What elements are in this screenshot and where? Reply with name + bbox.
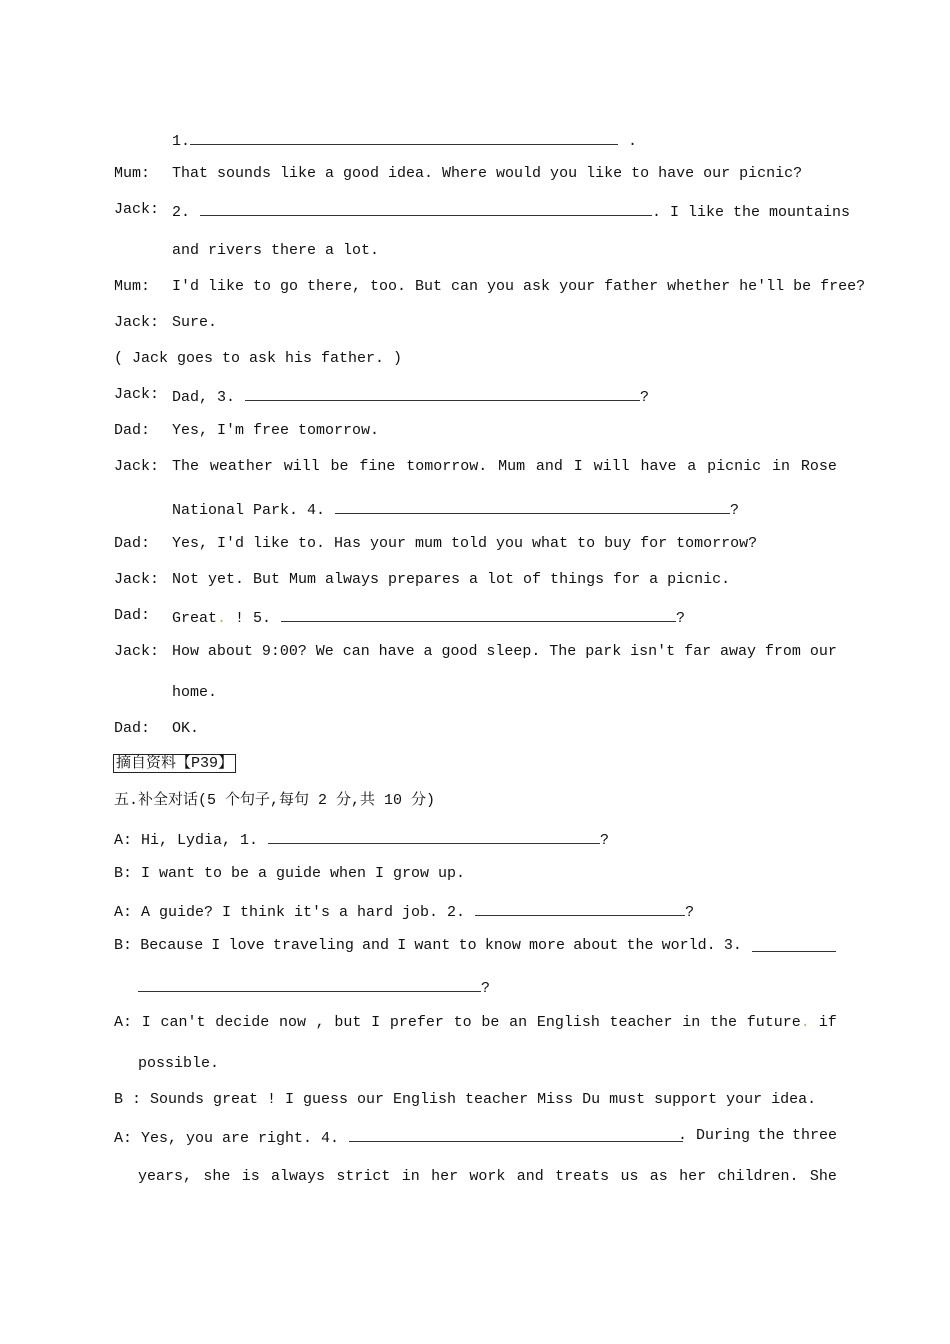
dialogue-text: OK. xyxy=(172,720,200,737)
speaker-label: Mum: xyxy=(114,278,151,295)
line-11: National Park. 4. ? xyxy=(172,499,739,520)
dialogue-text: Not yet. But Mum always prepares a lot of things for a picnic. xyxy=(172,571,731,588)
line-14: Great. ! 5. ? xyxy=(172,607,685,628)
speaker-label: Mum: xyxy=(114,165,151,182)
answer-blank-s5-3a[interactable] xyxy=(752,937,836,958)
line-s5-a1: A: Hi, Lydia, 1. ? xyxy=(114,829,609,850)
speaker-label: Jack: xyxy=(114,314,160,331)
line-3: 2. . I like the mountains xyxy=(172,201,850,222)
speaker-label: Dad: xyxy=(114,720,151,737)
line-s5-a4: A: Yes, you are right. 4. xyxy=(114,1127,683,1148)
justified-line-s5-a4-end: . During the three xyxy=(678,1127,837,1144)
dialogue-text: Yes, I'm free tomorrow. xyxy=(172,422,380,439)
answer-blank-3[interactable] xyxy=(245,386,640,401)
answer-blank-1[interactable] xyxy=(190,130,618,145)
dialogue-text: B: I want to be a guide when I grow up. xyxy=(114,865,466,882)
stage-direction: ( Jack goes to ask his father. ) xyxy=(114,350,403,367)
answer-blank-2[interactable] xyxy=(200,201,652,216)
dialogue-text: B : Sounds great ! I guess our English teacher Miss Du must support your idea. xyxy=(114,1091,817,1108)
answer-blank-s5-1[interactable] xyxy=(268,829,600,844)
dialogue-text: possible. xyxy=(138,1055,220,1072)
dialogue-text: home. xyxy=(172,684,218,701)
line-1: 1. . xyxy=(172,130,637,151)
dialogue-text: and rivers there a lot. xyxy=(172,242,380,259)
answer-blank-4[interactable] xyxy=(335,499,730,514)
dialogue-text: Sure. xyxy=(172,314,218,331)
line-2 xyxy=(114,165,150,183)
answer-blank-s5-4[interactable] xyxy=(349,1127,683,1142)
speaker-label: Jack: xyxy=(114,201,160,218)
source-note xyxy=(113,755,236,773)
source-note-box: 摘自资料【P39】 xyxy=(113,754,236,773)
line-8: Dad, 3. ? xyxy=(172,386,649,407)
dialogue-text: That sounds like a good idea. Where would you like to have our picnic? xyxy=(172,165,803,182)
speaker-label: Dad: xyxy=(114,422,151,439)
speaker-label: Jack: xyxy=(114,643,160,660)
justified-line-15: How about 9:00? We can have a good sleep. The park isn't far away from our xyxy=(172,643,837,660)
speaker-label: Jack: xyxy=(114,571,160,588)
dialogue-text: Yes, I'd like to. Has your mum told you what to buy for tomorrow? xyxy=(172,535,758,552)
answer-blank-5[interactable] xyxy=(281,607,676,622)
speaker-label: Dad: xyxy=(114,535,151,552)
line-s5-b2-cont: ? xyxy=(138,977,490,998)
justified-line-10: The weather will be fine tomorrow. Mum and I will have a picnic in Rose xyxy=(172,458,837,475)
speaker-label: Jack: xyxy=(114,386,160,403)
section-title: 五.补全对话(5 个句子,每句 2 分,共 10 分) xyxy=(114,792,436,809)
line-s5-a2: A: A guide? I think it's a hard job. 2. ? xyxy=(114,901,694,922)
answer-blank-s5-3b[interactable] xyxy=(138,977,481,992)
speaker-label: Dad: xyxy=(114,607,151,624)
speaker-label: Jack: xyxy=(114,458,160,475)
justified-line-s5-a4-cont: years, she is always strict in her work and treats us as her children. She xyxy=(138,1168,837,1185)
justified-line-s5-a3: A: I can't decide now , but I prefer to be an English teacher in the future. if xyxy=(114,1014,837,1031)
dialogue-text: I'd like to go there, too. But can you ask your father whether he'll be free? xyxy=(172,278,866,295)
item-number: 1. xyxy=(172,133,191,150)
justified-line-s5-b2: B: Because I love traveling and I want to know more about the world. 3. xyxy=(114,937,742,954)
answer-blank-s5-2[interactable] xyxy=(475,901,685,916)
